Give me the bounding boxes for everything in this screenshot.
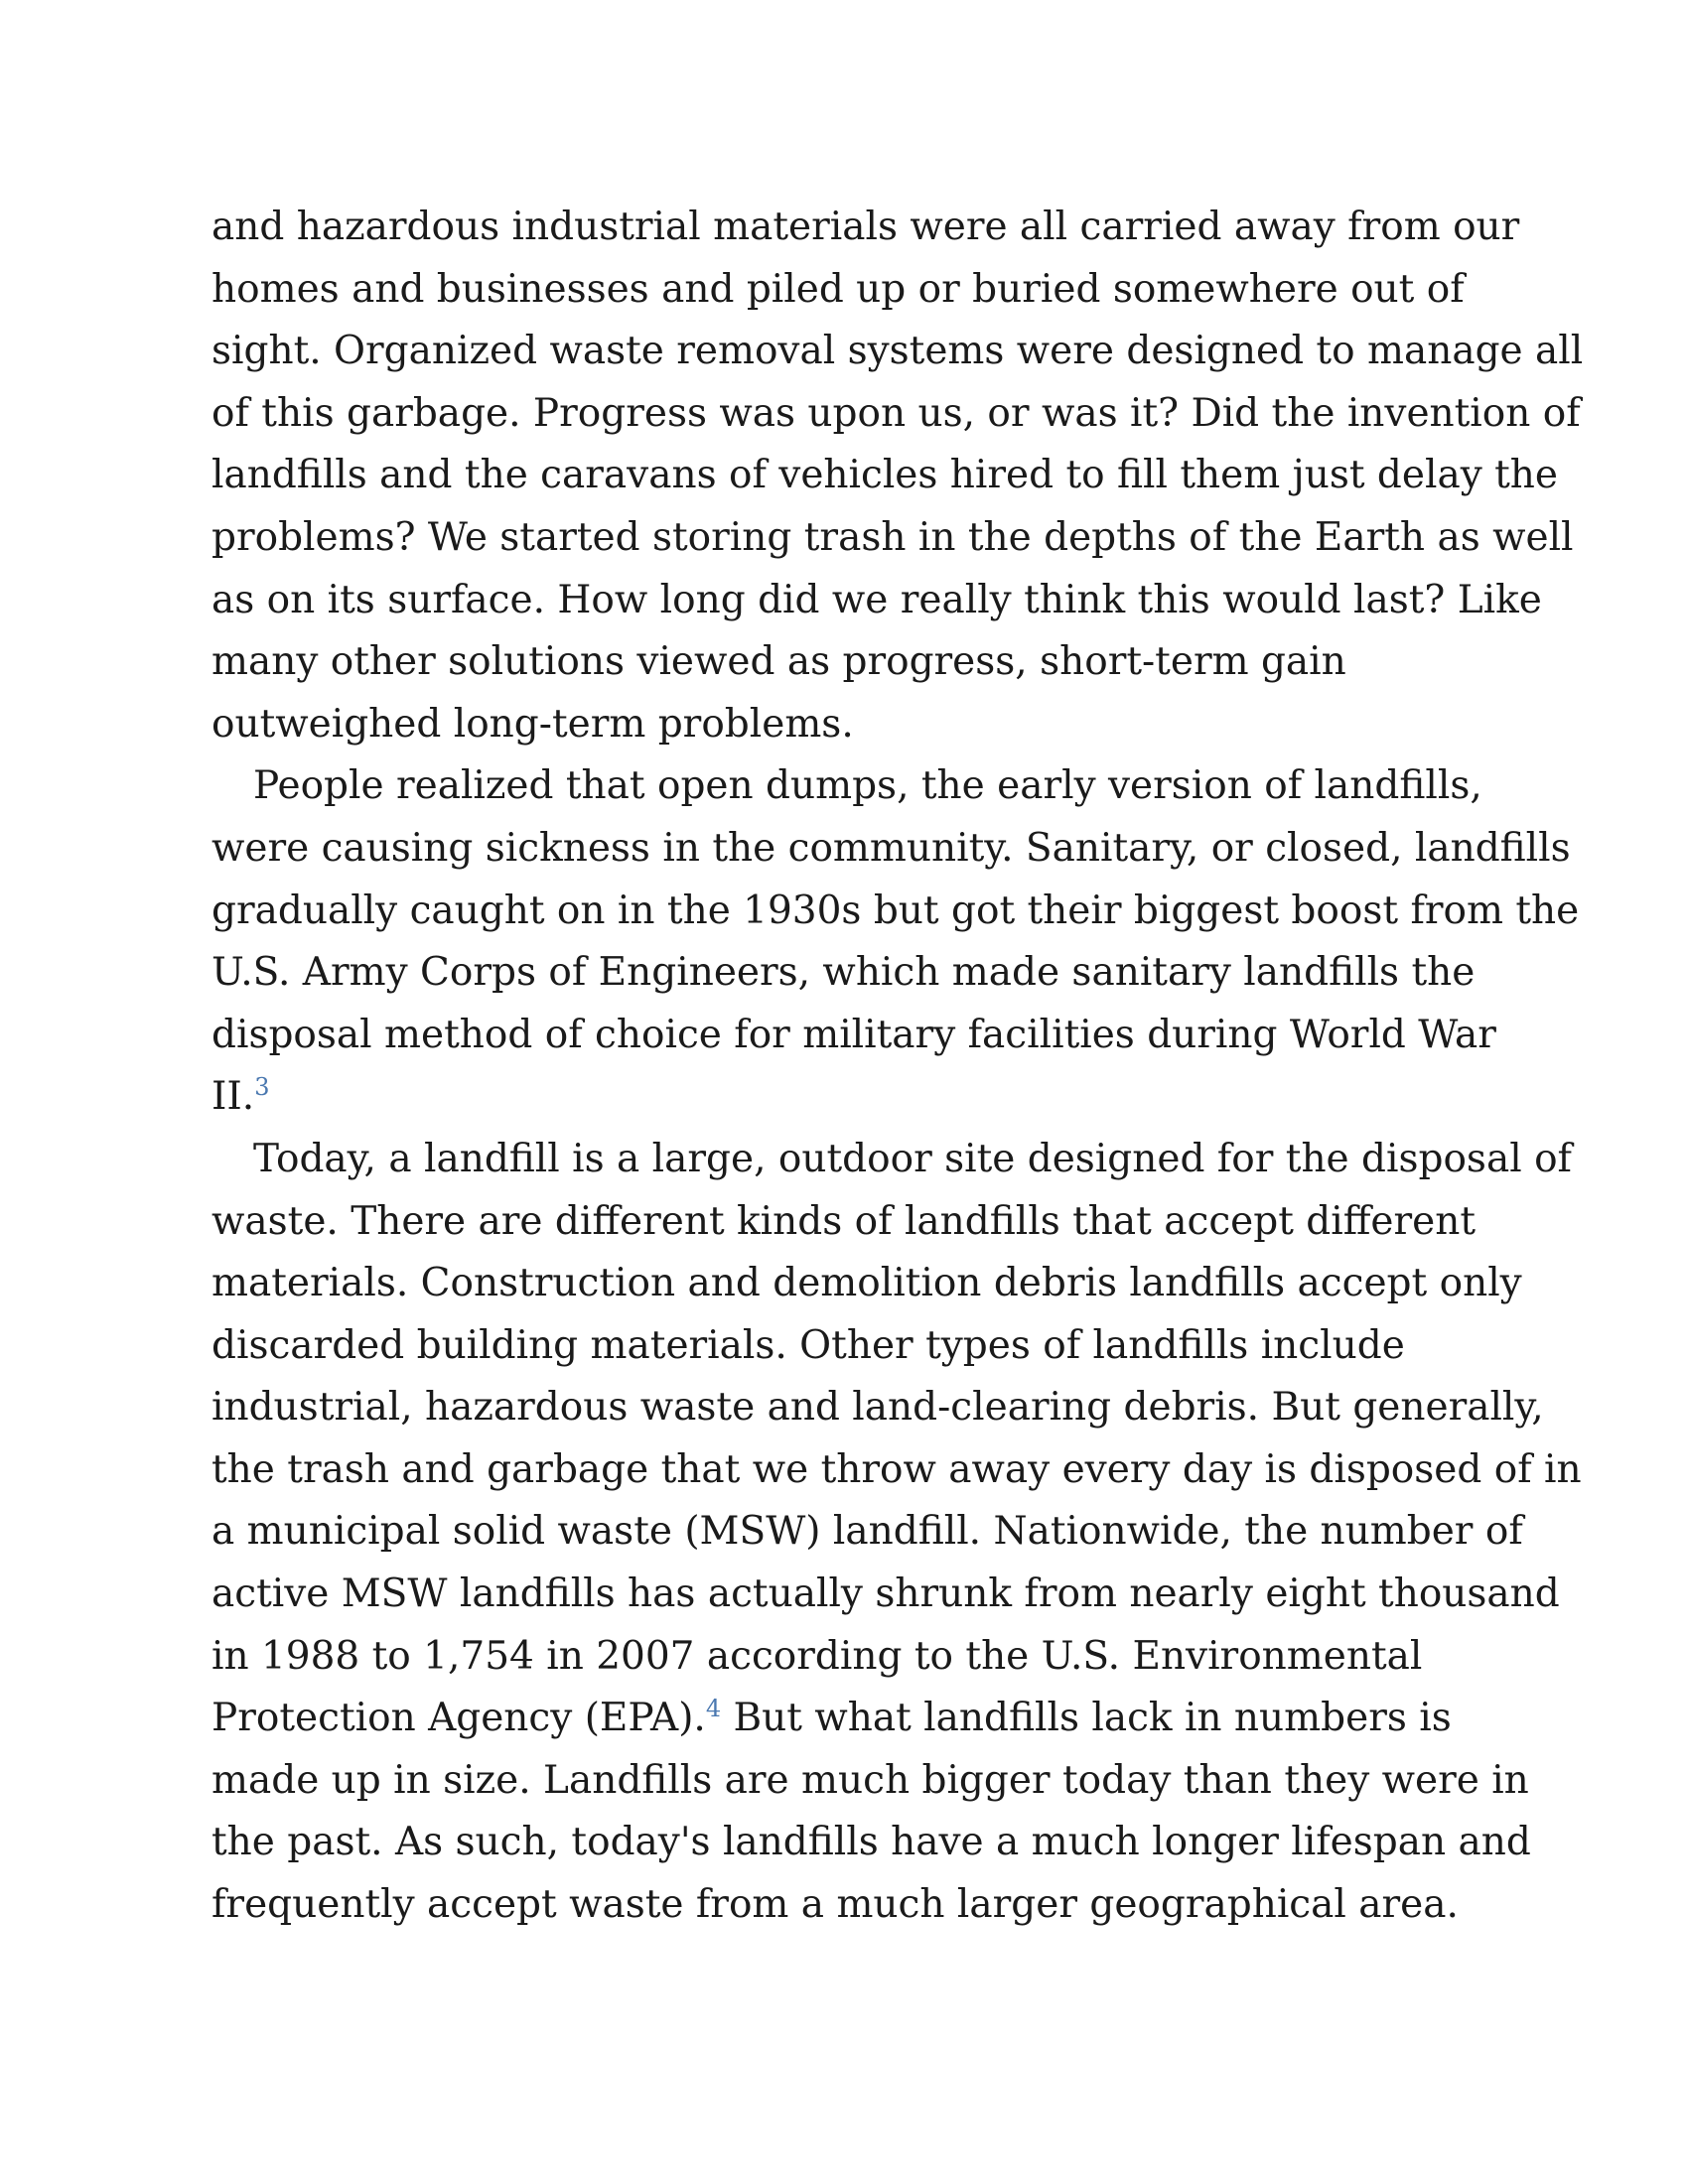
- text-line-with-footnote: [211, 1066, 1492, 1129]
- text-line: landfills and the caravans of vehicles hired to fill them just delay the: [211, 453, 1558, 498]
- paragraph-2: [211, 755, 1580, 1129]
- text-line-with-footnote: [211, 1688, 1492, 1750]
- text-line: disposal method of choice for military facilities during World War: [211, 1012, 1496, 1057]
- text-line: homes and businesses and piled up or buried somewhere out of: [211, 266, 1465, 312]
- text-line: gradually caught on in the 1930s but got their biggest boost from the: [211, 887, 1580, 933]
- footnote-link-4[interactable]: 4: [705, 1695, 722, 1723]
- text-line: People realized that open dumps, the early version of landfills,: [253, 763, 1482, 809]
- text-line: the past. As such, today's landfills have a much longer lifespan and: [211, 1820, 1531, 1865]
- text-line: as on its surface. How long did we really think this would last? Like: [211, 577, 1542, 622]
- text-line: problems? We started storing trash in the depths of the Earth as well: [211, 514, 1574, 560]
- text-line: of this garbage. Progress was upon us, or was it? Did the invention of: [211, 390, 1581, 436]
- text-line: sight. Organized waste removal systems were designed to manage all: [211, 329, 1584, 374]
- text-line: waste. There are different kinds of landfills that accept different: [211, 1198, 1477, 1244]
- text-line: U.S. Army Corps of Engineers, which made sanitary landfills the: [211, 950, 1476, 996]
- document-page: [211, 197, 1584, 1937]
- text-line: and hazardous industrial materials were all carried away from our: [211, 205, 1520, 249]
- footnote-link-3[interactable]: 3: [254, 1073, 270, 1102]
- text-line: outweighed long-term problems.: [211, 701, 854, 747]
- text-line: discarded building materials. Other types of landfills include: [211, 1322, 1405, 1368]
- text-line: a municipal solid waste (MSW) landfill. Nationwide, the number of: [211, 1509, 1523, 1555]
- text-line: made up in size. Landfills are much bigger today than they were in: [211, 1757, 1529, 1803]
- text-line: many other solutions viewed as progress, short-term gain: [211, 639, 1346, 685]
- paragraph-3: [211, 1129, 1582, 1937]
- text-segment: Protection Agency (EPA).: [211, 1696, 706, 1741]
- text-segment: But what landfills lack in numbers is: [721, 1696, 1452, 1741]
- text-segment: II.: [211, 1074, 255, 1120]
- paragraph-1: [211, 197, 1584, 755]
- text-line: industrial, hazardous waste and land-clearing debris. But generally,: [211, 1385, 1544, 1431]
- text-line: materials. Construction and demolition debris landfills accept only: [211, 1261, 1522, 1306]
- text-line: were causing sickness in the community. Sanitary, or closed, landfills: [211, 825, 1571, 871]
- text-line: the trash and garbage that we throw away every day is disposed of in: [211, 1446, 1582, 1492]
- text-line: active MSW landfills has actually shrunk from nearly eight thousand: [211, 1571, 1560, 1617]
- text-line: Today, a landfill is a large, outdoor site designed for the disposal of: [253, 1136, 1572, 1181]
- text-line: frequently accept waste from a much larger geographical area.: [211, 1882, 1459, 1928]
- text-line: in 1988 to 1,754 in 2007 according to the U.S. Environmental: [211, 1633, 1423, 1679]
